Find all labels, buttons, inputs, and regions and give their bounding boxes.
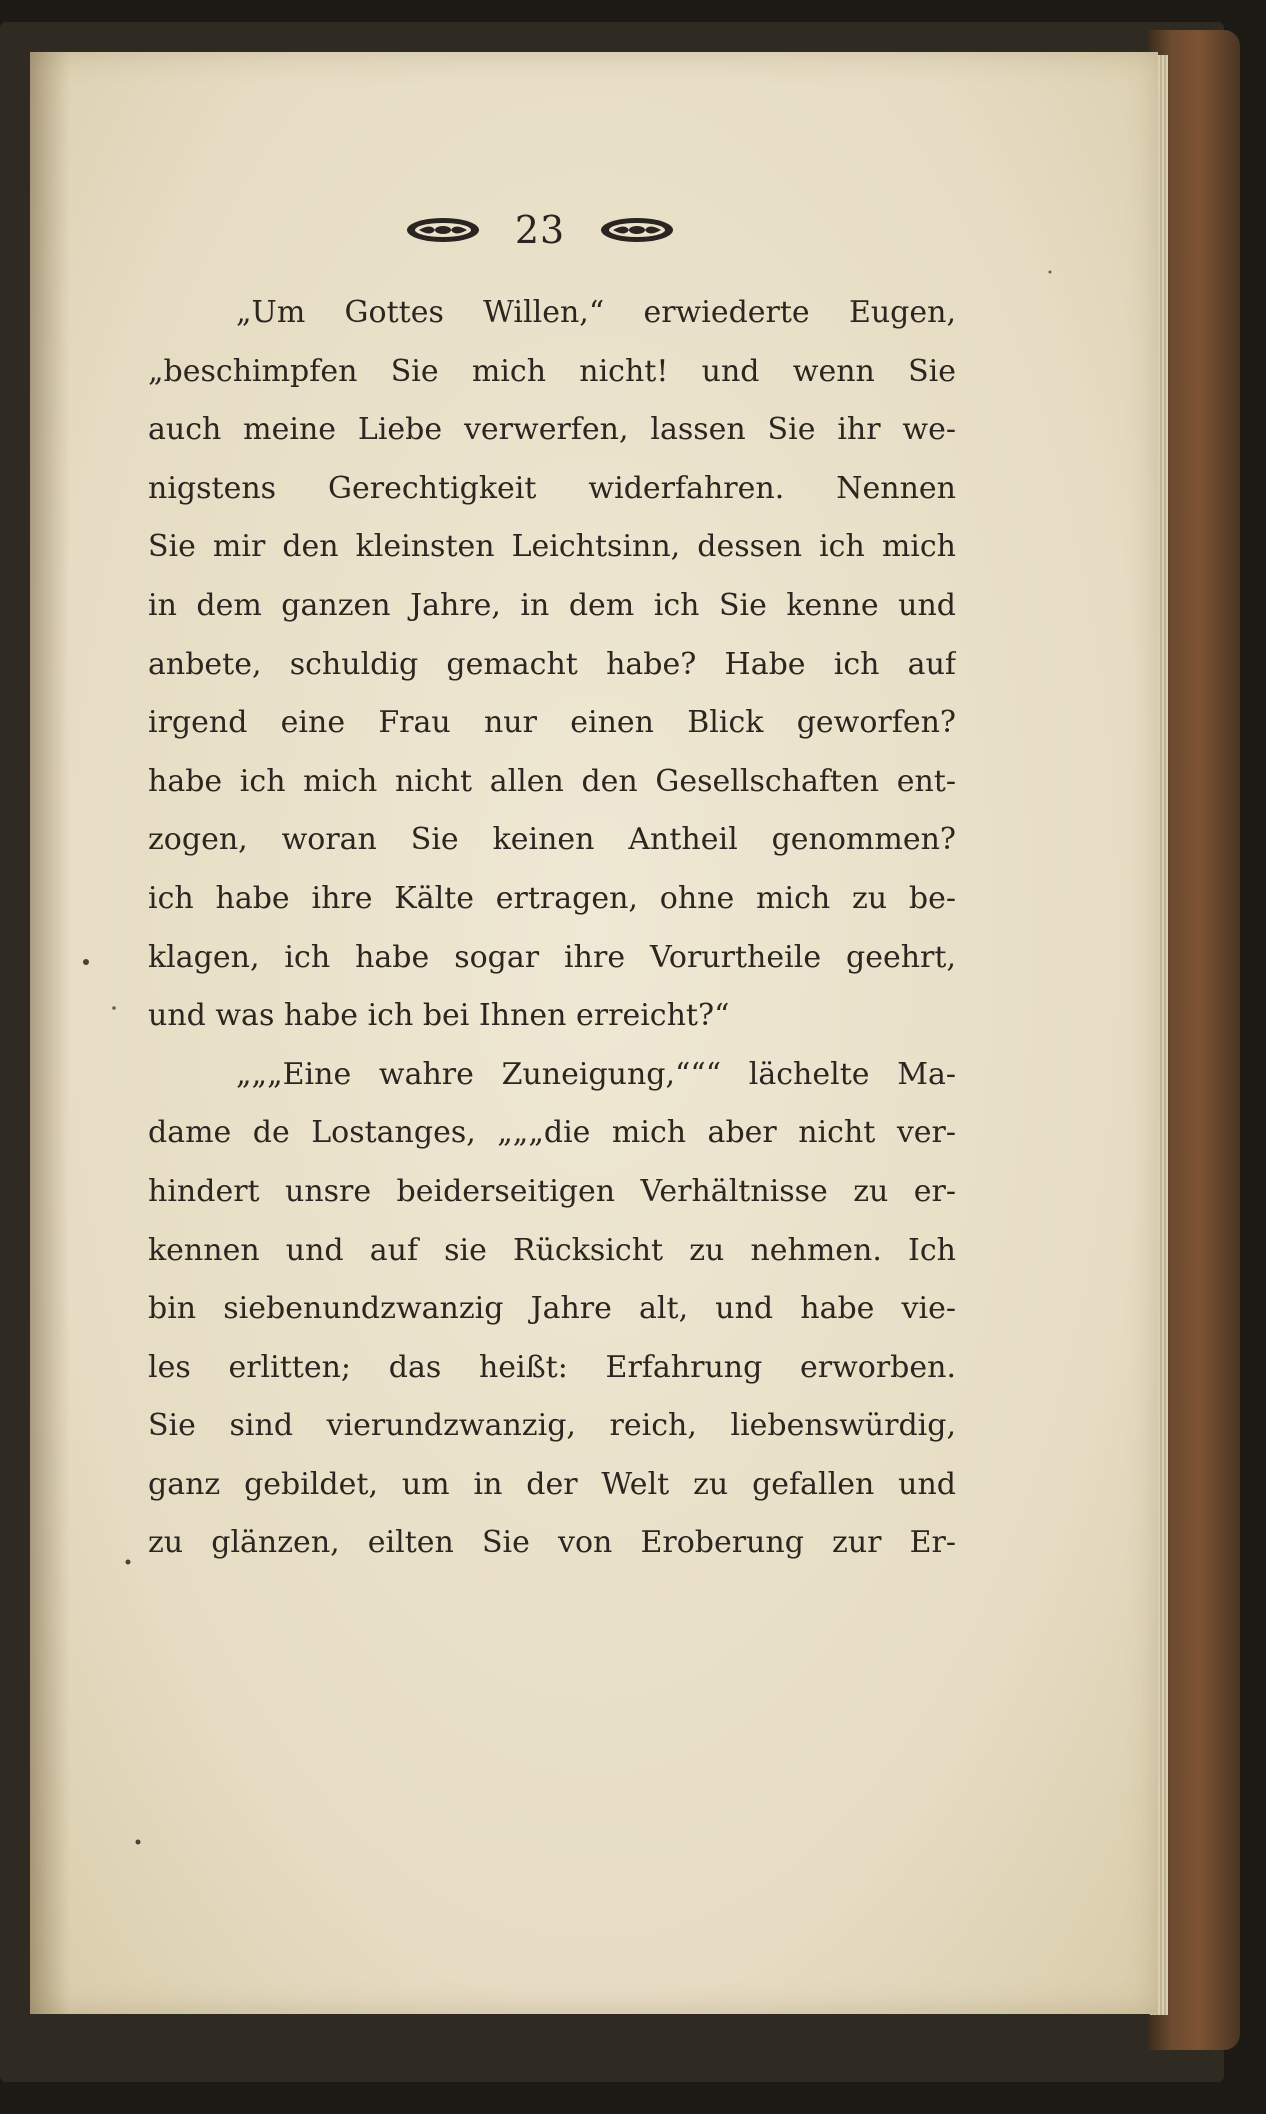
text-line: zu glänzen, eilten Sie von Eroberung zur Er- — [148, 1525, 956, 1561]
text-line: irgend eine Frau nur einen Blick geworfen? — [148, 705, 956, 741]
text-line: und was habe ich bei Ihnen erreicht?“ — [148, 998, 730, 1034]
text-line: in dem ganzen Jahre, in dem ich Sie kenne und — [148, 587, 956, 623]
text-line: Sie mir den kleinsten Leichtsinn, dessen ich mich — [148, 529, 956, 565]
text-line: les erlitten; das heißt: Erfahrung erworben. — [148, 1349, 956, 1385]
text-line: „beschimpfen Sie mich nicht! und wenn Sie — [148, 353, 956, 389]
text-line: bin siebenundzwanzig Jahre alt, und habe vie- — [148, 1291, 956, 1327]
text-line: ich habe ihre Kälte ertragen, ohne mich zu be- — [148, 880, 956, 916]
text-line: „Um Gottes Willen,“ erwiederte Eugen, — [236, 295, 956, 330]
text-line: klagen, ich habe sogar ihre Vorurtheile geehrt, — [148, 939, 956, 975]
text-line: „„„Eine wahre Zuneigung,“““ lächelte Ma- — [236, 1056, 956, 1092]
page-number: 23 — [514, 208, 566, 252]
paper-speck — [1049, 271, 1052, 274]
text-line: Sie sind vierundzwanzig, reich, liebenswürdig, — [148, 1408, 956, 1444]
text-line: hindert unsre beiderseitigen Verhältnisse zu er- — [148, 1173, 956, 1209]
paper-speck — [126, 1560, 131, 1565]
text-line: anbete, schuldig gemacht habe? Habe ich auf — [148, 646, 956, 682]
paper-speck — [83, 959, 89, 965]
text-line: kennen und auf sie Rücksicht zu nehmen. Ich — [148, 1232, 956, 1268]
text-line: habe ich mich nicht allen den Gesellschaften ent- — [148, 763, 956, 799]
text-line: auch meine Liebe verwerfen, lassen Sie ihr we- — [148, 412, 956, 448]
paper-speck — [112, 1006, 116, 1010]
paper-speck — [136, 1840, 141, 1845]
text-line: zogen, woran Sie keinen Antheil genommen? — [148, 822, 956, 858]
text-line: dame de Lostanges, „„„die mich aber nicht ver- — [148, 1115, 956, 1151]
text-line: nigstens Gerechtigkeit widerfahren. Nennen — [148, 470, 956, 506]
text-line: ganz gebildet, um in der Welt zu gefallen und — [148, 1466, 956, 1502]
